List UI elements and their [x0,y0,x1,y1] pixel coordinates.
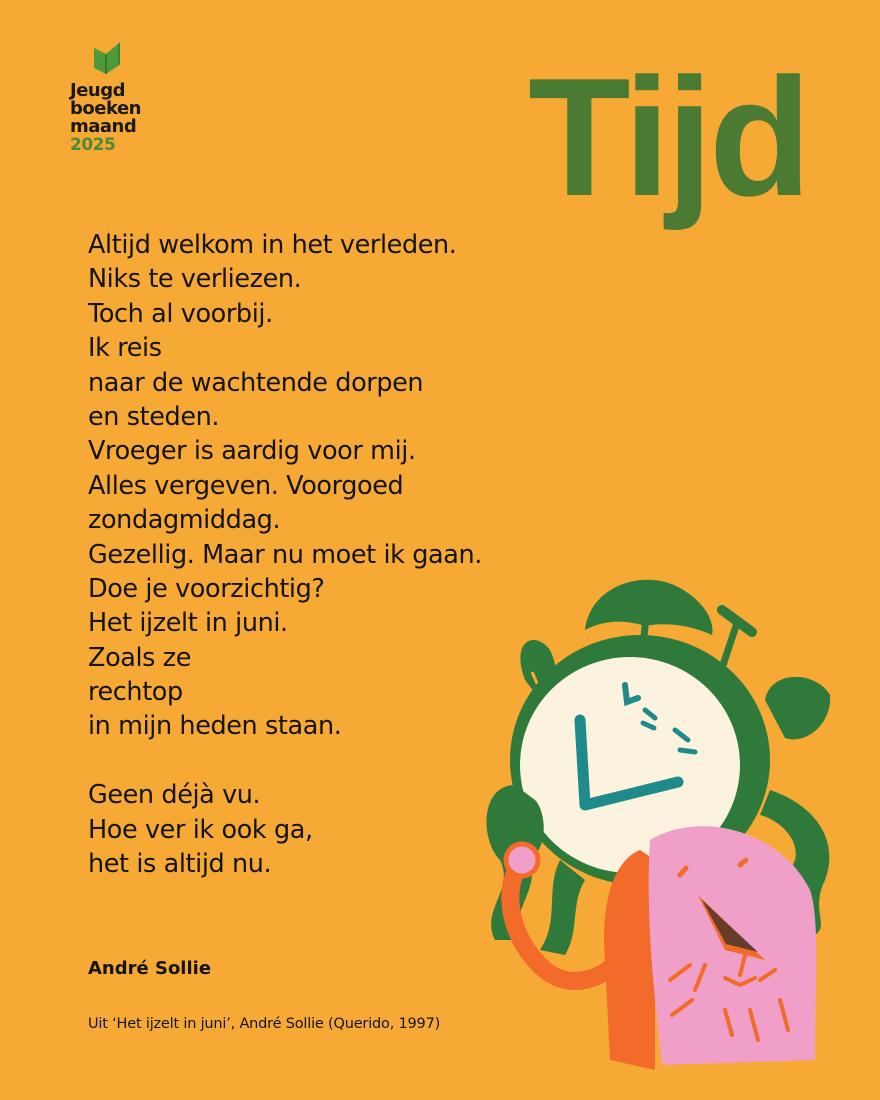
alarm-clock-illustration [440,560,880,1080]
poem-line: Ik reis [88,333,162,364]
logo-line-2: boeken [70,98,141,119]
poem-line: in mijn heden staan. [88,711,342,742]
poem-line: naar de wachtende dorpen [88,367,424,398]
poem-line: en steden. [88,401,220,432]
stanza-break [88,744,482,778]
poem-line: Alles vergeven. Voorgoed [88,470,404,501]
poem-line: het is altijd nu. [88,849,272,880]
poem-line: Gezellig. Maar nu moet ik gaan. [88,539,482,570]
poem-line: Vroeger is aardig voor mij. [88,436,416,467]
book-flag-icon [90,40,122,80]
poem-body [88,228,482,881]
poem-line: Niks te verliezen. [88,264,302,295]
poem-line: Zoals ze [88,642,192,673]
poem-line: Hoe ver ik ook ga, [88,814,313,845]
poem-line: Altijd welkom in het verleden. [88,230,457,260]
poem-source-citation: Uit ‘Het ijzelt in juni’, André Sollie (Querido, 1997) [88,1016,441,1032]
poem-line: Doe je voorzichtig? [88,573,325,604]
poem-line: Geen déjà vu. [88,780,261,811]
logo-year: 2025 [70,135,116,155]
poem-line: rechtop [88,677,183,708]
poem-title: Tijd [528,43,808,231]
poem-author: André Sollie [88,958,212,979]
logo-line-1: Jeugd [70,80,125,101]
poem-line: Toch al voorbij. [88,298,273,329]
poem-line: zondagmiddag. [88,505,281,536]
logo-line-3: maand [70,116,137,137]
poem-line: Het ijzelt in juni. [88,608,288,639]
logo-wordmark [70,82,141,154]
